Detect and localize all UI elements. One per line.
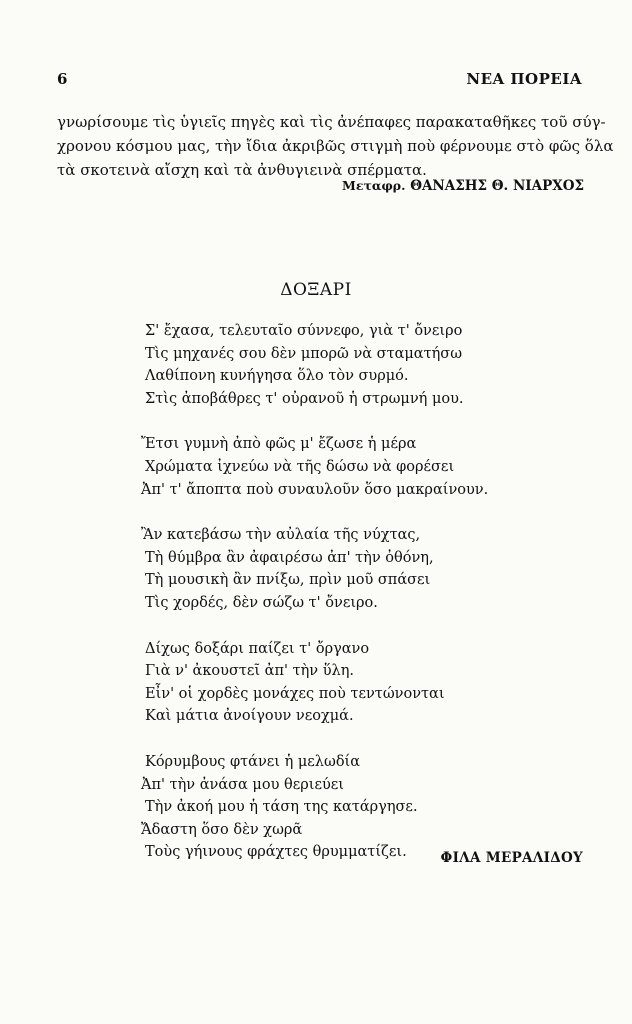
translator-prefix: Μεταφρ. — [342, 178, 406, 193]
prose-line: τὰ σκοτεινὰ αἴσχη καὶ τὰ ἀνθυγιεινὰ σπέρματα. — [57, 161, 427, 179]
translator-name: ΘΑΝΑΣΗΣ Θ. ΝΙΑΡΧΟΣ — [410, 178, 584, 194]
poem-verse: Τὴν ἀκοή μου ἡ τάση της κατάργησε. — [145, 799, 418, 816]
poem-verse: Εἶν' οἱ χορδὲς μονάχες ποὺ τεντώνονται — [145, 685, 445, 702]
prose-paragraph — [57, 110, 614, 182]
poem-verse: Τοὺς γήινους φράχτες θρυμματίζει. — [145, 844, 407, 861]
page-number: 6 — [57, 70, 68, 88]
poem-title: ΔΟΞΑΡΙ — [280, 280, 352, 300]
poem-stanza — [145, 320, 565, 410]
poem-verse: Καὶ μάτια ἀνοίγουν νεοχμά. — [145, 708, 354, 725]
poem-stanza — [141, 433, 565, 501]
poem-verse: Ἄδαστη ὅσο δὲν χωρᾶ — [141, 821, 303, 838]
poem-verse: Ἂν κατεβάσω τὴν αὐλαία τῆς νύχτας, — [141, 527, 421, 544]
poem-verse: Χρώματα ἰχνεύω νὰ τῆς δώσω νὰ φορέσει — [145, 458, 455, 475]
poem-verse: Γιὰ ν' ἀκουστεῖ ἀπ' τὴν ὕλη. — [145, 663, 355, 680]
poem-author: ΦΙΛΑ ΜΕΡΑΛΙΔΟΥ — [440, 850, 583, 866]
poem-verse: Ἀπ' τὴν ἀνάσα μου θεριεύει — [141, 776, 344, 793]
prose-line: χρονου κόσμου μας, τὴν ἴδια ἀκριβῶς στιγμὴ ποὺ φέρνουμε στὸ φῶς ὅλα — [57, 137, 614, 155]
poem-body — [141, 320, 565, 887]
poem-verse: Τὶς χορδές, δὲν σώζω τ' ὄνειρο. — [145, 594, 378, 611]
poem-stanza — [141, 524, 565, 614]
poem-verse: Τὶς μηχανές σου δὲν μπορῶ νὰ σταματήσω — [145, 345, 463, 362]
poem-verse: Δίχως δοξάρι παίζει τ' ὄργανο — [145, 640, 370, 657]
poem-verse: Σ' ἔχασα, τελευταῖο σύννεφο, γιὰ τ' ὄνειρο — [145, 323, 463, 339]
poem-verse: Ἀπ' τ' ἄποπτα ποὺ συναυλοῦν ὅσο μακραίνουν. — [141, 481, 489, 498]
poem-verse: Λαθίπονη κυνήγησα ὅλο τὸν συρμό. — [145, 368, 409, 385]
poem-verse: Ἔτσι γυμνὴ ἀπὸ φῶς μ' ἔζωσε ἡ μέρα — [141, 436, 417, 453]
running-header-title: ΝΕΑ ΠΟΡΕΙΑ — [466, 70, 582, 88]
poem-verse: Τὴ μουσικὴ ἂν πνίξω, πρὶν μοῦ σπάσει — [145, 572, 431, 589]
poem-stanza — [145, 638, 565, 728]
prose-line: γνωρίσουμε τὶς ὑγιεῖς πηγὲς καὶ τὶς ἀνέπαφες παρακαταθῆκες τοῦ σύγ- — [57, 113, 606, 131]
poem-verse: Στὶς ἀποβάθρες τ' οὐρανοῦ ἡ στρωμνή μου. — [145, 390, 464, 407]
translator-credit — [342, 178, 584, 194]
poem-verse: Τὴ θύμβρα ἂν ἀφαιρέσω ἀπ' τὴν ὀθόνη, — [145, 549, 434, 566]
poem-stanza — [141, 751, 565, 864]
poem-verse: Κόρυμβους φτάνει ἡ μελωδία — [145, 753, 361, 770]
